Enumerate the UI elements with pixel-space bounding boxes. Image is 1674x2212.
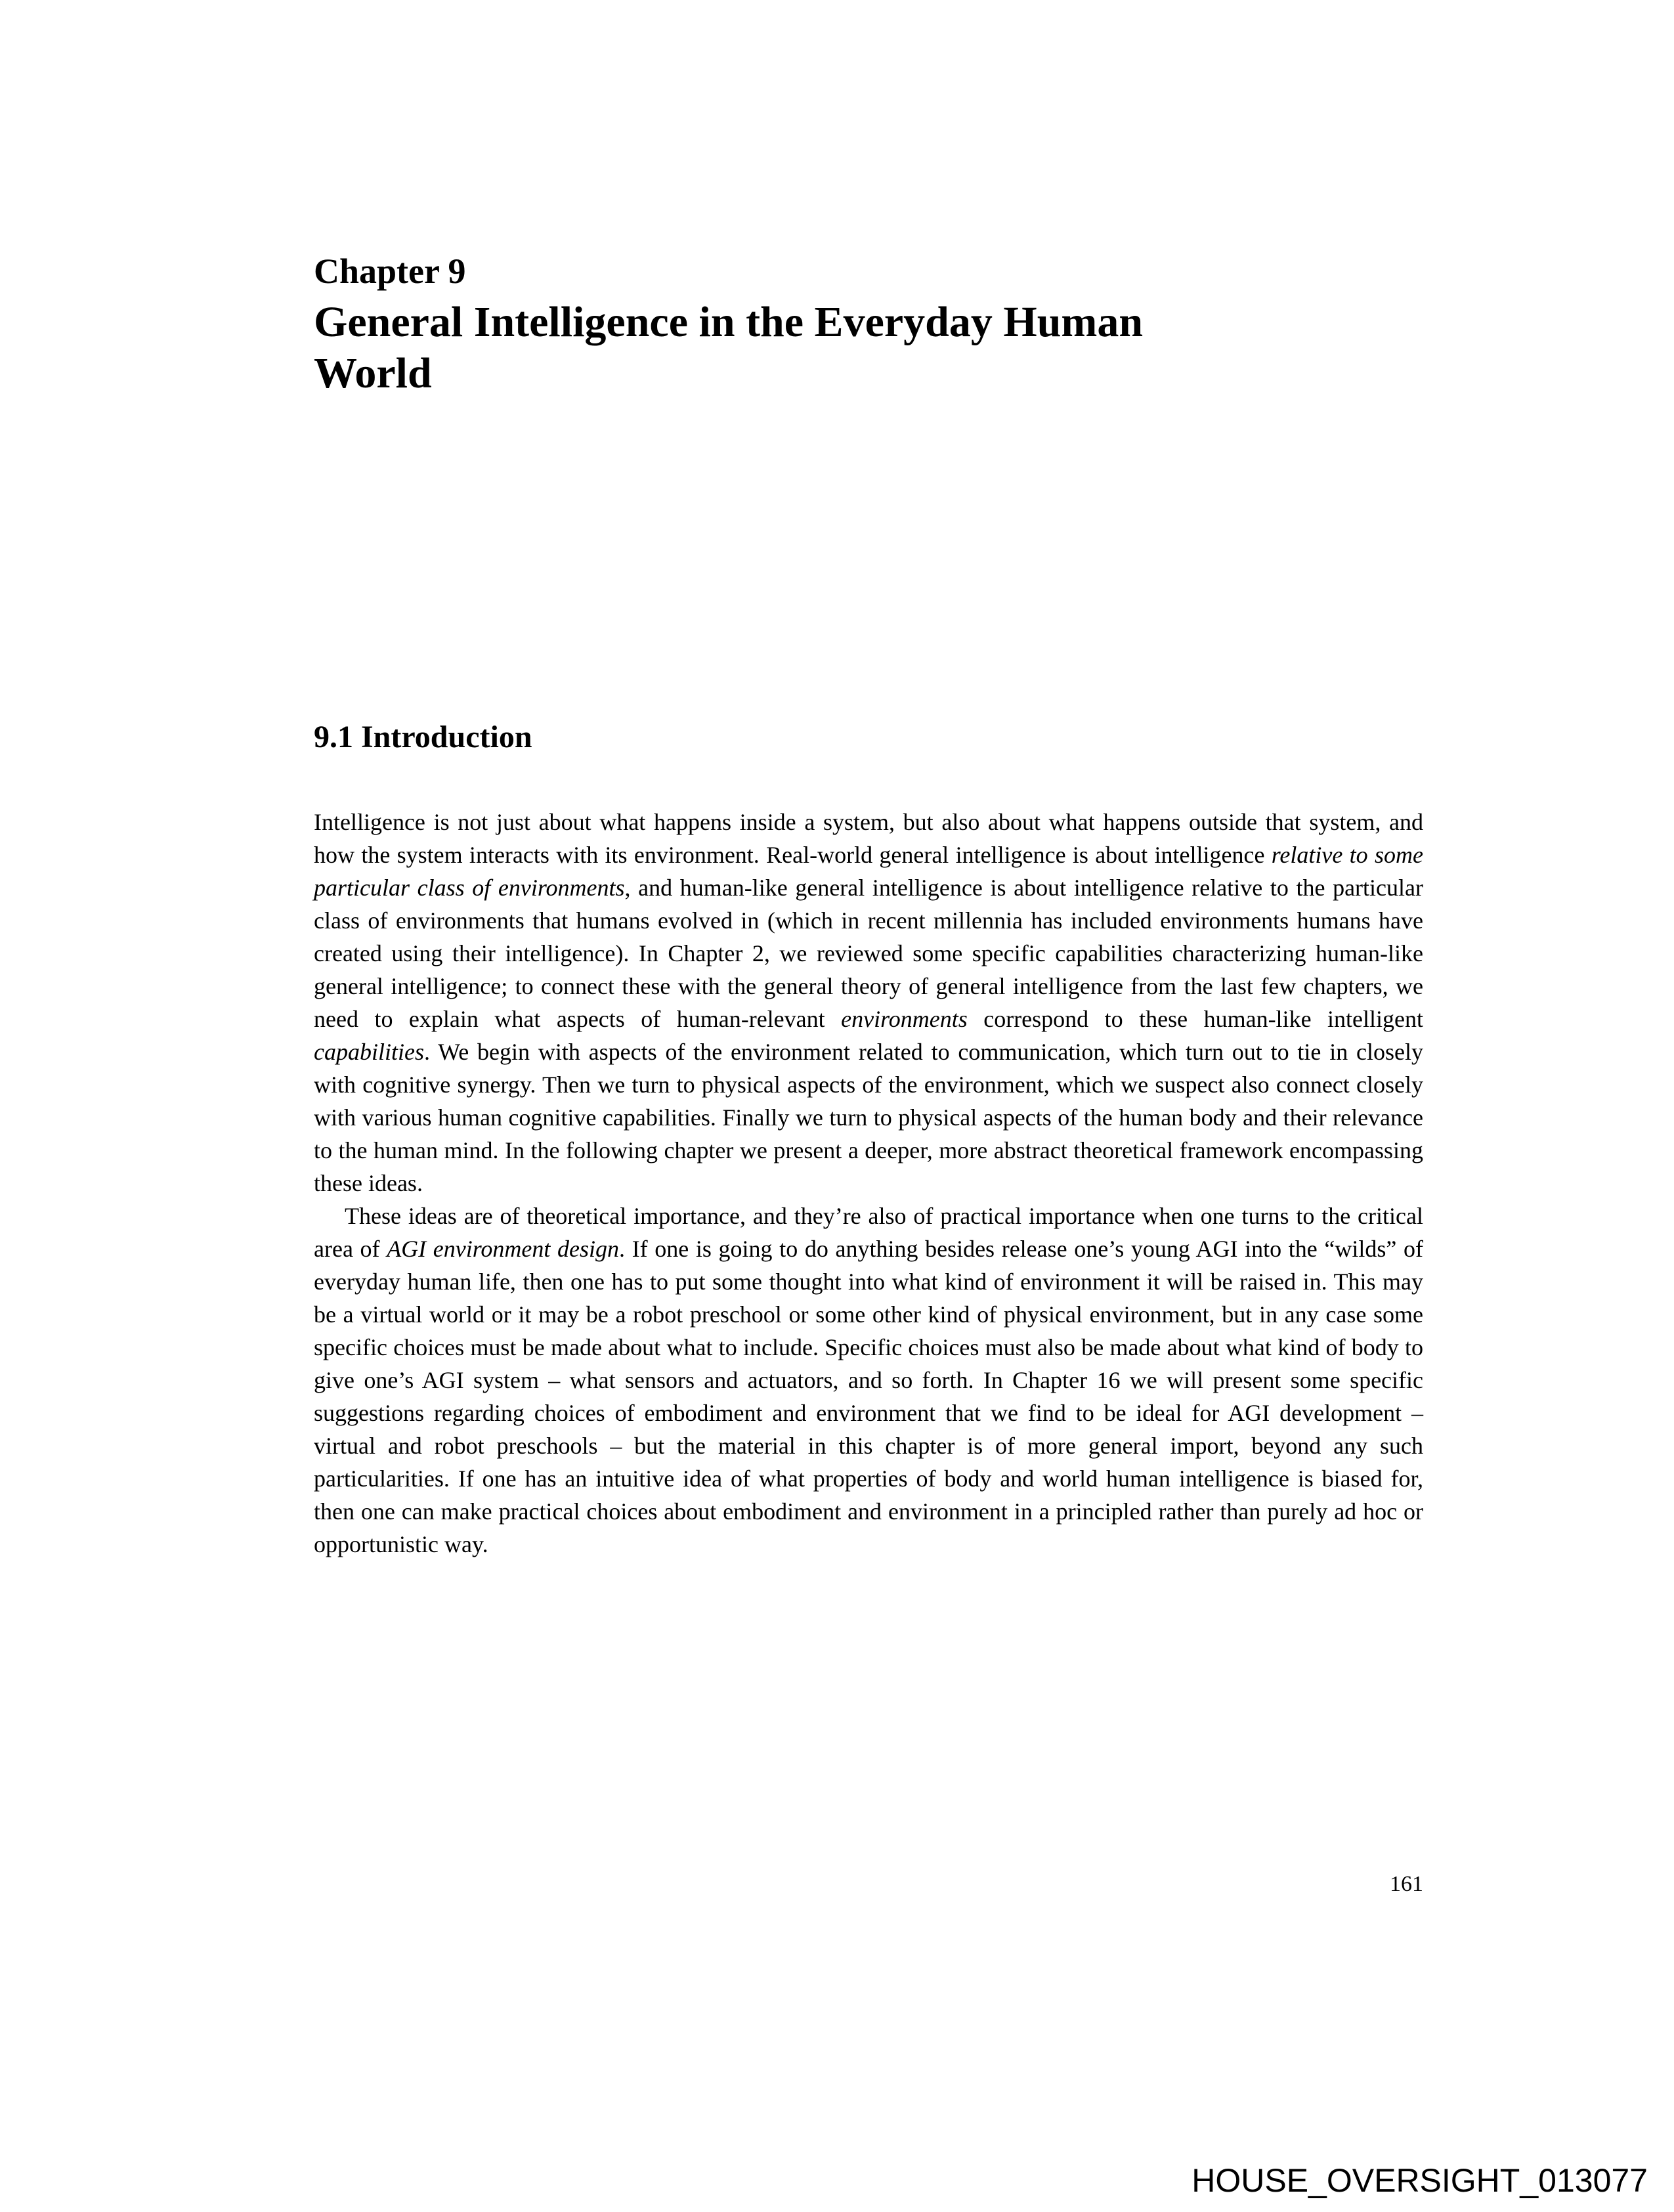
italic-text-segment: relative to some particular class of environments [314, 842, 1423, 901]
chapter-title [314, 297, 1143, 399]
body-paragraph [314, 1200, 1423, 1561]
text-segment: , and human-like general intelligence is about intelligence relative to the particular class of environments that humans evolved in (which in recent millennia has included environments humans have created using their intelligence). In Chapter 2, we reviewed some specific capabilities characterizing human-like general intelligence; to connect these with the general theory of general intelligence from the last few chapters, we need to explain what aspects of human-relevant [314, 875, 1423, 1032]
text-segment: . We begin with aspects of the environment related to communication, which turn out to tie in closely with cognitive synergy. Then we turn to physical aspects of the environment, which we suspect also connect closely with various human cognitive capabilities. Finally we turn to physical aspects of the human body and their relevance to the human mind. In the following chapter we present a deeper, more abstract theoretical framework encompassing these ideas. [314, 1039, 1423, 1196]
text-segment: These ideas are of theoretical importance, and they’re also of practical importance when one turns to the critical area of [314, 1203, 1423, 1262]
text-segment: . If one is going to do anything besides release one’s young AGI into the “wilds” of everyday human life, then one has to put some thought into what kind of environment it will be raised in. This may be a virtual world or it may be a robot preschool or some other kind of physical environment, but in any case some specific choices must be made about what to include. Specific choices must also be made about what kind of body to give one’s AGI system – what sensors and actuators, and so forth. In Chapter 16 we will present some specific suggestions regarding choices of embodiment and environment that we find to be ideal for AGI development – virtual and robot preschools – but the material in this chapter is of more general import, beyond any such particularities. If one has an intuitive idea of what properties of body and world human intelligence is biased for, then one can make practical choices about embodiment and environment in a principled rather than purely ad hoc or opportunistic way. [314, 1236, 1423, 1557]
page-number: 161 [1390, 1872, 1423, 1896]
body-text [314, 806, 1423, 1561]
italic-text-segment: capabilities [314, 1039, 424, 1065]
chapter-title-line-2: World [314, 349, 432, 397]
chapter-label: Chapter 9 [314, 251, 466, 291]
text-segment: Intelligence is not just about what happens inside a system, but also about what happens outside that system, and how the system interacts with its environment. Real-world general intelligence is about intelligence [314, 809, 1423, 868]
text-segment: correspond to these human-like intelligent [967, 1006, 1423, 1032]
italic-text-segment: environments [841, 1006, 968, 1032]
italic-text-segment: AGI environment design [387, 1236, 620, 1262]
bates-stamp: HOUSE_OVERSIGHT_013077 [1191, 2162, 1648, 2199]
section-heading: 9.1 Introduction [314, 720, 532, 754]
body-paragraph [314, 806, 1423, 1200]
chapter-title-line-1: General Intelligence in the Everyday Human [314, 298, 1144, 346]
